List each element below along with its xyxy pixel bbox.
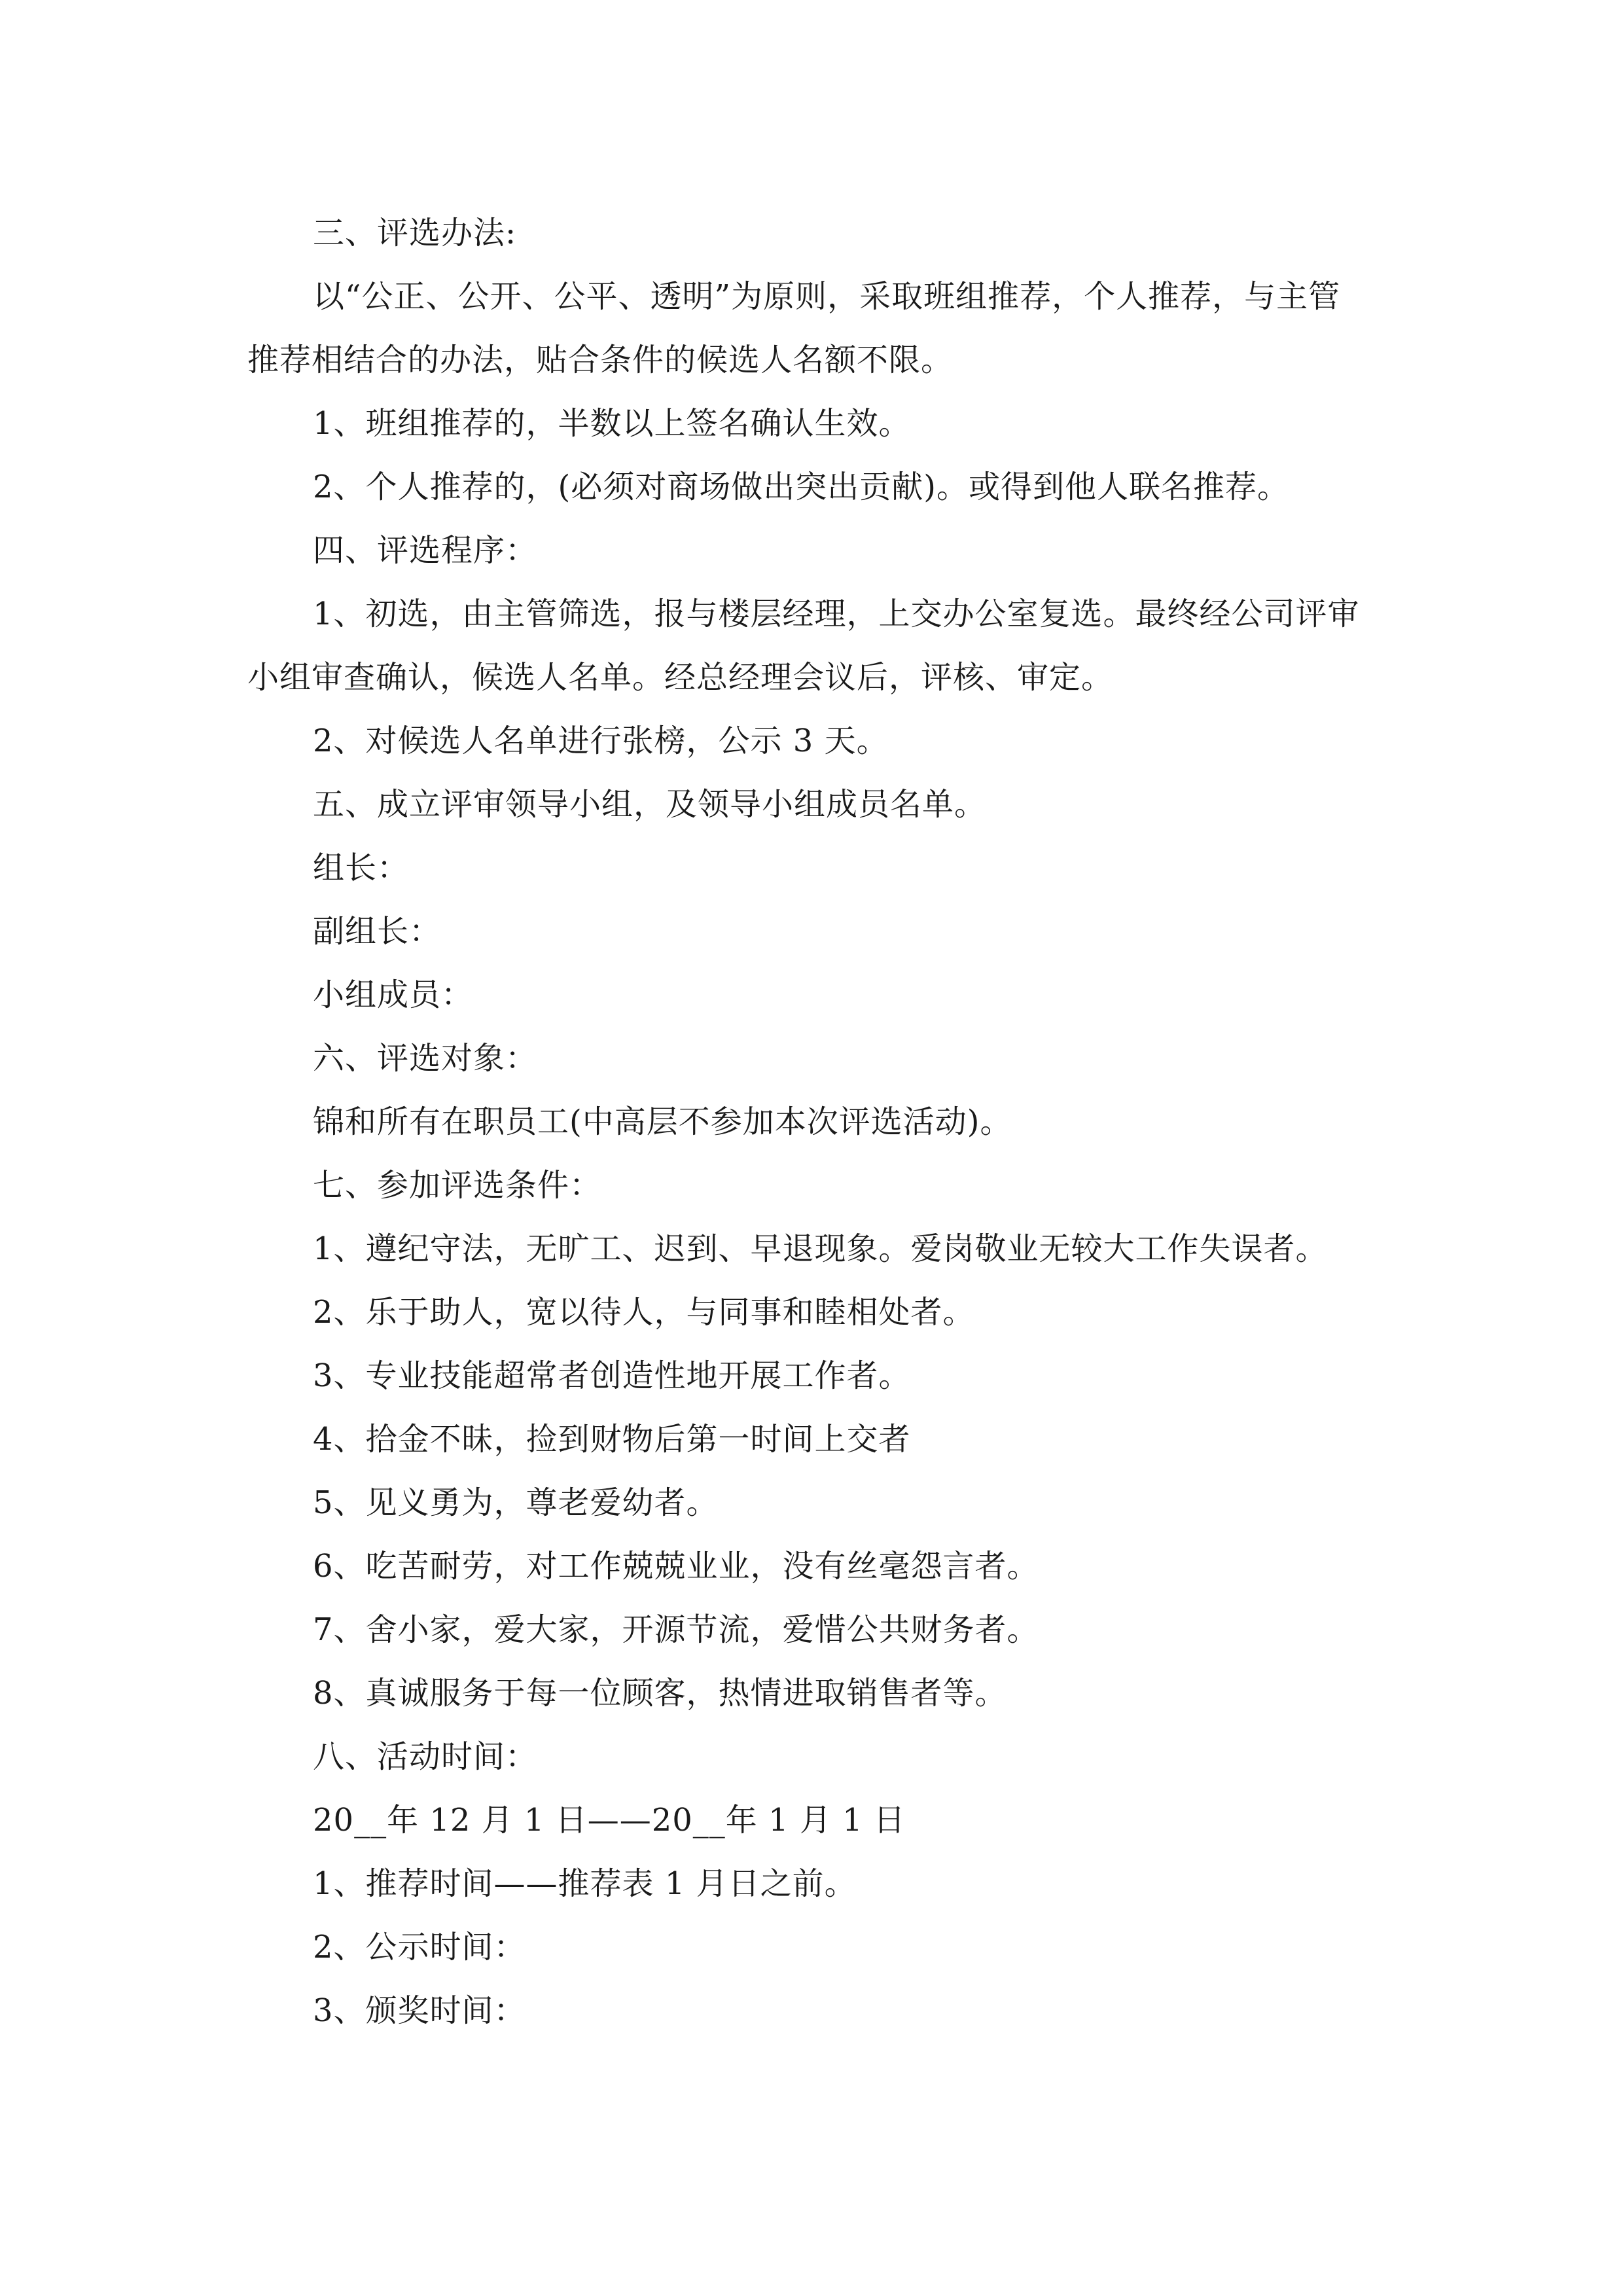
list-item-condition-1: 1、遵纪守法，无旷工、迟到、早退现象。爱岗敬业无较大工作失误者。 [313,1230,1328,1267]
list-item-condition-6: 6、吃苦耐劳，对工作兢兢业业，没有丝毫怨言者。 [313,1548,1039,1585]
list-item-condition-5: 5、见义勇为，尊老爱幼者。 [313,1484,719,1521]
heading-leadership-group: 五、成立评审领导小组，及领导小组成员名单。 [313,786,987,823]
list-item-team-recommend: 1、班组推荐的，半数以上签名确认生效。 [313,405,911,442]
list-item-condition-2: 2、乐于助人，宽以待人，与同事和睦相处者。 [313,1294,975,1331]
paragraph-principle-cont: 推荐相结合的办法，贴合条件的候选人名额不限。 [247,342,954,378]
paragraph-date-range: 20__年 12 月 1 日——20__年 1 月 1 日 [313,1802,906,1839]
list-item-award-time: 3、颁奖时间： [313,1992,526,2029]
field-deputy-leader: 副组长： [313,913,442,950]
list-item-recommend-time: 1、推荐时间——推荐表 1 月日之前。 [313,1865,857,1902]
heading-conditions: 七、参加评选条件： [313,1167,602,1204]
list-item-publicity: 2、对候选人名单进行张榜，公示 3 天。 [313,723,889,759]
list-item-condition-8: 8、真诚服务于每一位顾客，热情进取销售者等。 [313,1675,1007,1712]
paragraph-principle: 以“公正、公开、公平、透明”为原则，采取班组推荐，个人推荐，与主管 [313,278,1341,315]
list-item-publicity-time: 2、公示时间： [313,1929,526,1965]
field-group-members: 小组成员： [313,977,474,1013]
list-item-condition-3: 3、专业技能超常者创造性地开展工作者。 [313,1357,911,1394]
paragraph-targets: 锦和所有在职员工(中高层不参加本次评选活动)。 [313,1103,1012,1140]
list-item-condition-7: 7、舍小家，爱大家，开源节流，爱惜公共财务者。 [313,1611,1039,1648]
heading-evaluation-procedure: 四、评选程序： [313,532,538,569]
heading-evaluation-targets: 六、评选对象： [313,1040,538,1077]
list-item-preliminary: 1、初选，由主管筛选，报与楼层经理，上交办公室复选。最终经公司评审 [313,596,1360,632]
heading-evaluation-method: 三、评选办法: [313,215,517,251]
field-group-leader: 组长： [313,850,410,886]
document-body [247,202,1386,2043]
list-item-condition-4: 4、拾金不昧，捡到财物后第一时间上交者 [313,1421,911,1458]
list-item-preliminary-cont: 小组审查确认，候选人名单。经总经理会议后，评核、审定。 [247,659,1114,696]
heading-activity-time: 八、活动时间： [313,1738,538,1775]
list-item-personal-recommend: 2、个人推荐的，(必须对商场做出突出贡献)。或得到他人联名推荐。 [313,469,1289,505]
